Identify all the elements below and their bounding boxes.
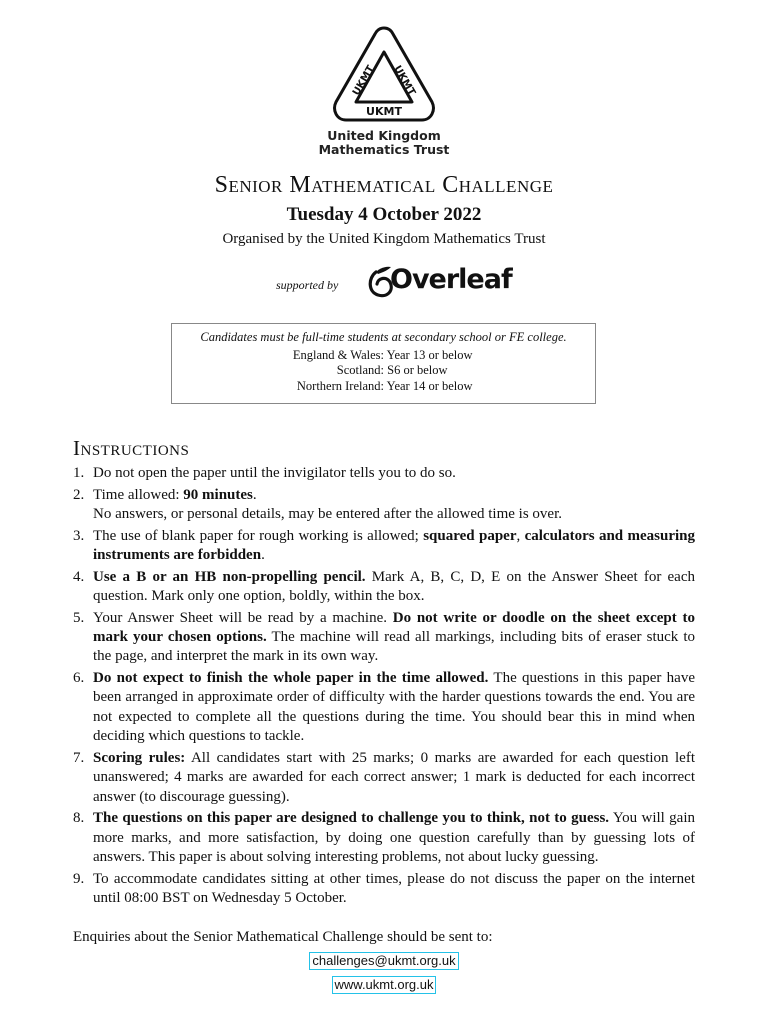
instruction-number: 8.	[73, 810, 85, 827]
instruction-number: 3.	[73, 527, 85, 544]
eligibility-row-value: Year 14 or below	[386, 379, 473, 393]
eligibility-row	[283, 348, 473, 363]
instruction-text: Do not expect to finish the whole paper in the time allowed.	[93, 670, 489, 686]
instruction-text: 90 minutes	[183, 486, 253, 503]
instruction-number: 6.	[73, 670, 85, 686]
instruction-text: The machine will read all markings, including bits of eraser stuck to the page, and interpret the mark in its own way.	[93, 629, 696, 665]
svg-text:UKMT: UKMT	[366, 105, 402, 118]
instruction-text: ,	[516, 527, 525, 544]
org-name-line1: United Kingdom	[327, 128, 441, 143]
page-title: Senior Mathematical Challenge	[214, 172, 554, 198]
exam-date: Tuesday 4 October 2022	[286, 204, 482, 225]
eligibility-intro: Candidates must be full-time students at secondary school or FE college.	[200, 330, 567, 344]
instruction-text: The questions in this paper have been arranged in approximate order of difficulty with the harder questions towards the end. You are not expected to complete all the questions during the time. You should bear this in mind when deciding which questions to tackle.	[93, 670, 695, 745]
instruction-item	[73, 568, 695, 607]
instruction-text: Use a B or an HB non-propelling pencil.	[93, 568, 366, 585]
instruction-number: 5.	[73, 609, 85, 626]
instruction-text: The use of blank paper for rough working is allowed;	[93, 527, 424, 544]
eligibility-row	[283, 363, 448, 378]
svg-text:UKMT: UKMT	[391, 63, 418, 98]
website-link-row	[0, 976, 768, 994]
organised-by: Organised by the United Kingdom Mathematics Trust	[222, 231, 546, 247]
instruction-text: Scoring rules:	[93, 749, 186, 766]
instruction-text: Time allowed:	[93, 486, 184, 503]
instructions-heading: Instructions	[73, 436, 190, 460]
instruction-item	[73, 527, 695, 566]
eligibility-row-value: S6 or below	[387, 363, 448, 377]
instruction-text: All candidates start with 25 marks; 0 marks are awarded for each question left unanswered; 4 marks are awarded for each correct answer; 1 mark is deducted for each incorrect answer (to discourage guessing).	[93, 749, 696, 805]
instruction-text: Do not open the paper until the invigilator tells you to do so.	[93, 465, 456, 481]
instruction-item	[73, 669, 695, 747]
instruction-text: .	[252, 486, 257, 503]
instruction-number: 7.	[73, 749, 85, 766]
svg-text:UKMT: UKMT	[350, 63, 377, 98]
instruction-number: 9.	[73, 870, 85, 887]
instruction-text: To accommodate candidates sitting at other times, please do not discuss the paper on the internet until 08:00 BST on Wednesday 5 October.	[93, 870, 695, 907]
eligibility-row-label: England & Wales:	[292, 348, 384, 362]
instruction-item	[73, 486, 695, 525]
instruction-text: No answers, or personal details, may be entered after the allowed time is over.	[93, 506, 563, 522]
eligibility-row-label: Scotland:	[336, 363, 384, 377]
org-name-line2: Mathematics Trust	[318, 142, 450, 157]
sponsor-name: Overleaf	[390, 264, 512, 295]
email-link-row	[0, 952, 768, 970]
instruction-number: 2.	[73, 486, 85, 503]
instruction-number: 1.	[73, 465, 85, 481]
instruction-text: squared paper	[423, 527, 517, 544]
ukmt-logo	[328, 24, 440, 132]
instruction-item	[73, 809, 695, 867]
instruction-text: calculators and measuring instruments are forbidden	[93, 527, 696, 563]
enquiries-text: Enquiries about the Senior Mathematical Challenge should be sent to:	[73, 929, 493, 945]
instruction-item	[73, 870, 695, 909]
eligibility-row-label: Northern Ireland:	[296, 379, 384, 393]
instruction-text: The questions on this paper are designed to challenge you to think, not to guess.	[93, 810, 610, 827]
eligibility-row	[283, 379, 473, 394]
instructions-list	[73, 464, 695, 911]
website-link[interactable]: www.ukmt.org.uk	[332, 976, 437, 994]
instruction-text: You will gain more marks, and more satisfaction, by doing one question carefully than by guessing lots of answers. This paper is about solving interesting problems, not about lucky guessing.	[93, 810, 696, 866]
instruction-text: Your Answer Sheet will be read by a machine.	[93, 609, 393, 626]
instruction-text: Do not write or doodle on the sheet except to mark your chosen options.	[93, 609, 696, 645]
eligibility-row-value: Year 13 or below	[386, 348, 473, 362]
instruction-text: .	[261, 547, 265, 563]
instruction-text: Mark A, B, C, D, E on the Answer Sheet for each question. Mark only one option, boldly, within the box.	[93, 568, 695, 604]
instruction-item	[73, 464, 695, 483]
email-link[interactable]: challenges@ukmt.org.uk	[309, 952, 458, 970]
instruction-item	[73, 749, 695, 807]
instruction-number: 4.	[73, 568, 85, 585]
supported-by-label: supported by	[276, 278, 339, 292]
instruction-item	[73, 609, 695, 667]
